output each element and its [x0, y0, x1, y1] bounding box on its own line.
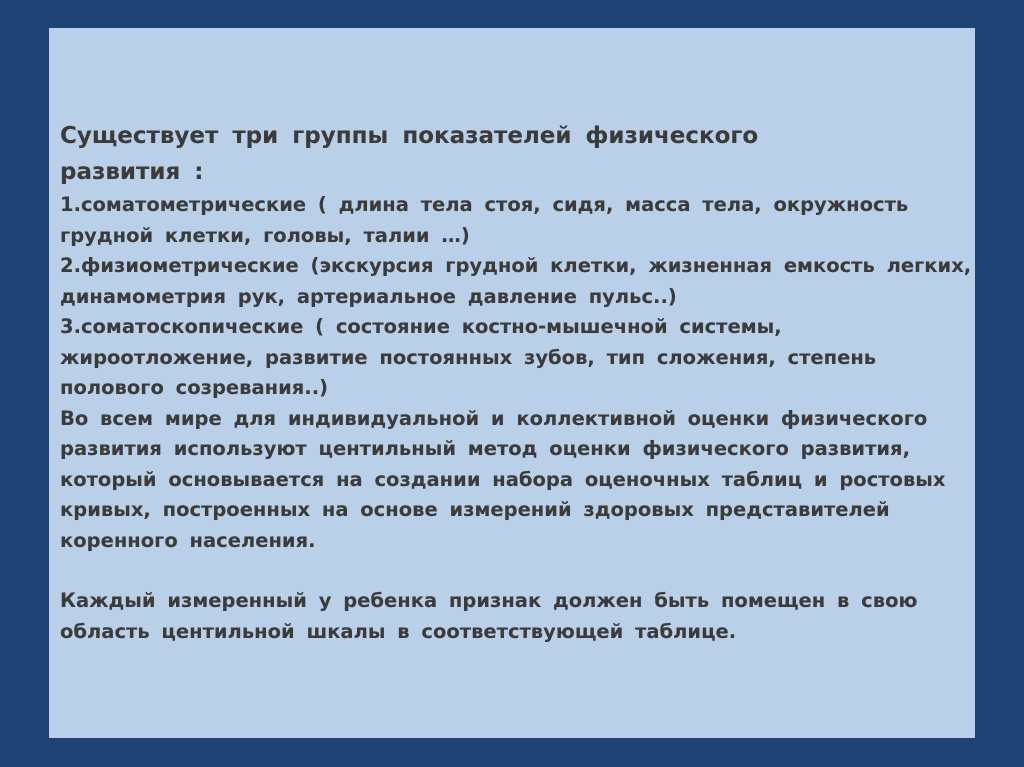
body-line: развития используют центильный метод оценки физического развития,: [60, 437, 910, 460]
body-line: грудной клетки, головы, талии …): [60, 223, 470, 247]
body-line: 1.соматометрические ( длина тела стоя, сидя, масса тела, окружность: [60, 193, 909, 216]
body-line: кривых, построенных на основе измерений здоровых представителей: [60, 498, 890, 521]
closing-line: область центильной шкалы в соответствующей таблице.: [60, 619, 737, 643]
closing-line: Каждый измеренный у ребенка признак должен быть помещен в свою: [60, 589, 918, 612]
body-line: Во всем мире для индивидуальной и коллективной оценки физического: [60, 406, 928, 430]
heading-line-2: развития :: [60, 159, 204, 185]
heading-line-1: Существует три группы показателей физического: [60, 123, 759, 149]
slide-text: [60, 118, 972, 647]
body-line: 2.физиометрические (экскурсия грудной клетки, жизненная емкость легких,: [60, 254, 972, 277]
body-line: 3.соматоскопические ( состояние костно-мышечной системы,: [60, 315, 782, 338]
body-line: коренного населения.: [60, 528, 316, 552]
body-line: который основывается на создании набора оценочных таблиц и ростовых: [60, 467, 946, 491]
slide-panel: [49, 28, 975, 738]
body-line: жироотложение, развитие постоянных зубов, тип сложения, степень: [60, 345, 877, 369]
paragraph-gap: [60, 556, 965, 586]
body-line: динамометрия рук, артериальное давление пульс..): [60, 284, 677, 308]
body-line: полового созревания..): [60, 376, 329, 399]
